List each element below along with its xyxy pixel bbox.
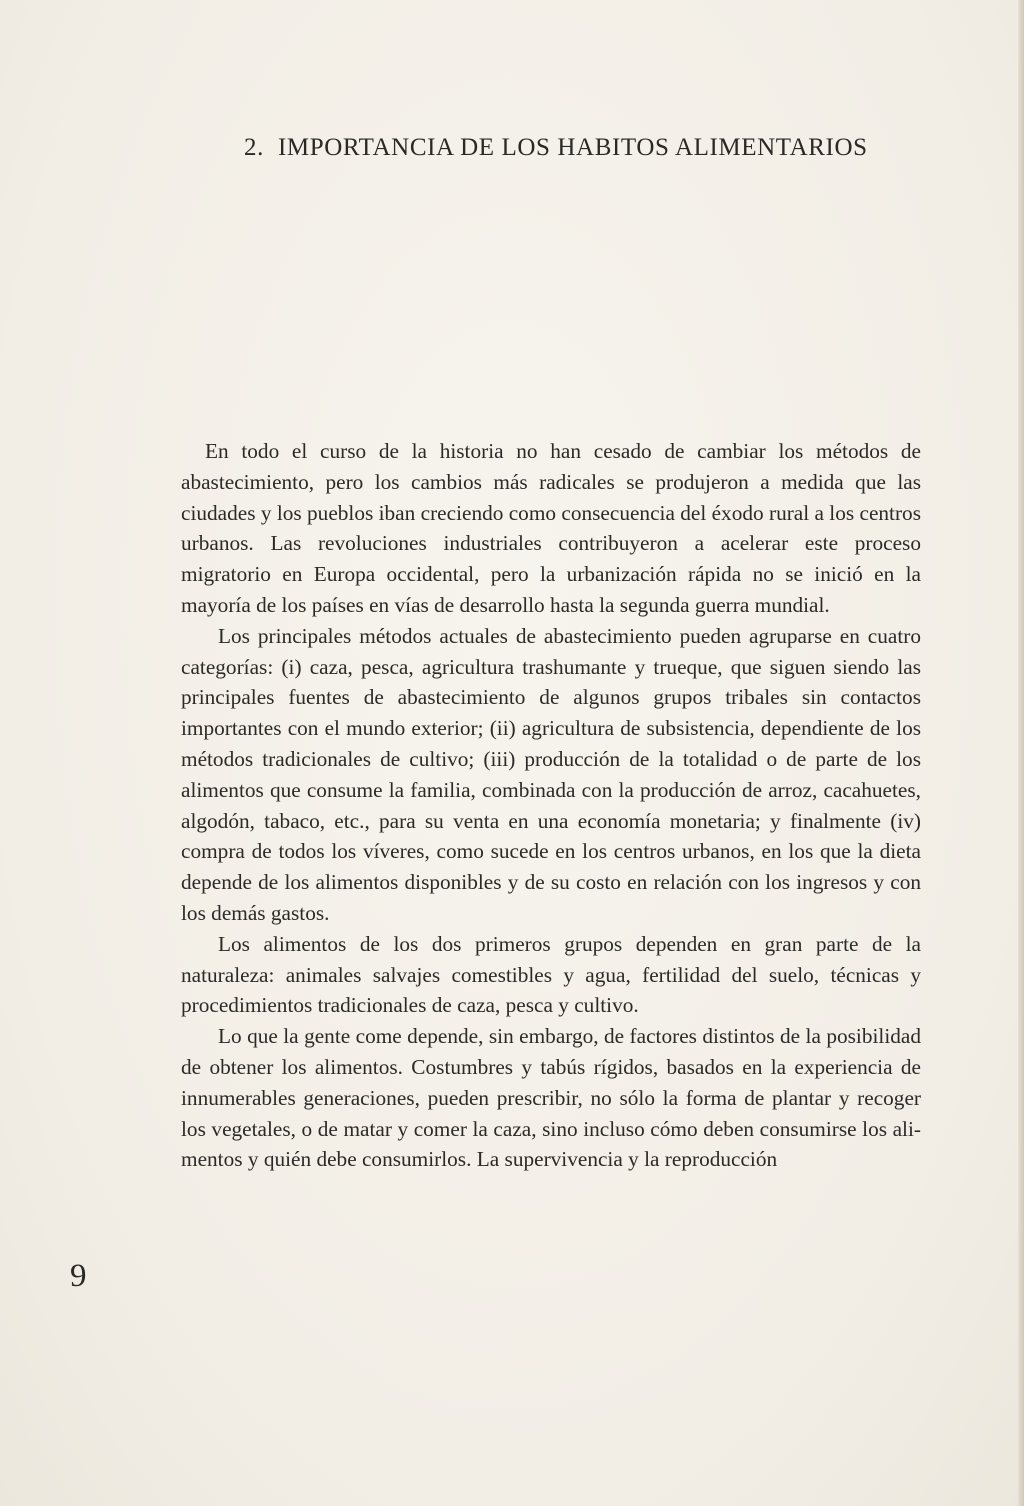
paragraph: En todo el curso de la historia no han cesado de cambiar los métodos de abastecimiento, pero los cambios más radicales se produjeron a medida que las ciudades y los pueblos iban creciendo como consecuencia del éxodo rural a los centros urbanos. Las revoluciones industriales contribuyeron a acelerar este proceso migratorio en Europa occidental, pero la urbanización rápida no se inició en la mayoría de los países en vías de desarrollo hasta la segunda guerra mundial.	[181, 439, 921, 617]
section-number: 2.	[244, 134, 264, 161]
page-number: 9	[70, 1258, 87, 1294]
paragraph: Los principales métodos actuales de abastecimiento pueden agruparse en cuatro categorías: (i) caza, pesca, agricultura trashumante y trueque, que siguen siendo las principales fuentes de abastecimiento de algunos grupos tribales sin contactos importantes con el mundo exterior; (ii) agricultura de subsistencia, dependiente de los métodos tradicionales de cultivo; (iii) producción de la totalidad o de parte de los alimentos que consume la familia, combinada con la producción de arroz, cacahuetes, algodón, tabaco, etc., para su venta en una economía monetaria; y finalmente (iv) compra de todos los víveres, como sucede en los centros urbanos, en los que la dieta depende de los alimentos disponibles y de su costo en relación con los ingresos y con los demás gastos.	[181, 623, 921, 925]
body-text	[181, 436, 921, 1175]
page-edge	[1018, 0, 1024, 1506]
paragraph: Lo que la gente come depende, sin embargo, de factores distintos de la posibilidad de obtener los alimentos. Costumbres y tabús rígidos, basados en la experiencia de innumerables generaciones, pueden prescribir, no sólo la forma de plantar y recoger los vegetales, o de matar y comer la caza, sino incluso cómo deben consumirse los alimentos y quién debe consumirlos. La supervivencia y la reproducción	[181, 1024, 921, 1172]
paragraph: Los alimentos de los dos primeros grupos dependen en gran parte de la naturaleza: animales salvajes comestibles y agua, fertilidad del suelo, técnicas y procedimientos tradicionales de caza, pesca y cultivo.	[181, 931, 921, 1018]
section-title: IMPORTANCIA DE LOS HABITOS ALIMENTARIOS	[277, 134, 868, 161]
section-heading	[244, 134, 944, 162]
